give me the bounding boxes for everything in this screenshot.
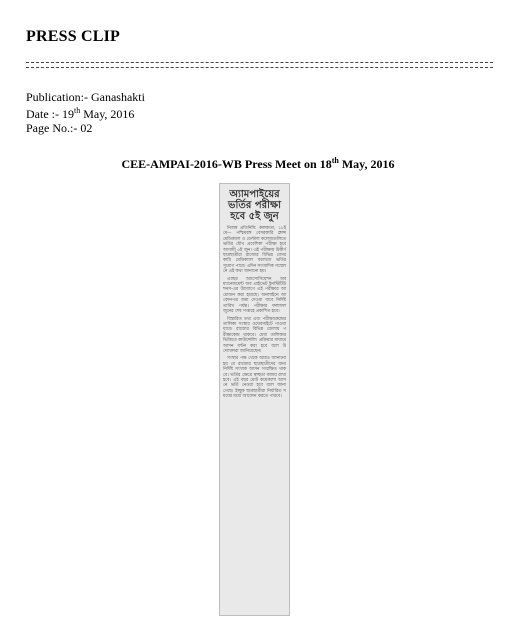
publication-line: Publication:- Ganashakti: [26, 90, 145, 104]
date-line: [26, 104, 145, 121]
caption-ordinal: th: [331, 156, 339, 165]
date-prefix: Date :- 19: [26, 107, 74, 121]
separator-rule: [26, 62, 493, 68]
clipping-paragraph: সংস্থার পক্ষ থেকে আরও জানানো হয় যে রাজ্যের ছাত্রছাত্রীদের জন্য নির্দিষ্ট সংখ্যক আসন সংরক্ষিত থাকবে। ভর্তির ক্ষেত্রে স্বচ্ছতা বজায় রাখা হবে। এই বছর মোট কয়েকশো আসনে ভর্তি নেওয়া হবে বলে জানা গেছে। ইচ্ছুক ছাত্রছাত্রীরা নির্ধারিত সময়ের মধ্যে আবেদন করতে পারবে।: [223, 356, 286, 400]
date-ordinal: th: [73, 106, 81, 115]
publication-meta: [26, 90, 145, 135]
clipping-headline: অ্যামপাইয়ের ভর্তির পরীক্ষা হবে ৫ই জুন: [228, 189, 281, 222]
page-title: PRESS CLIP: [26, 28, 121, 45]
clipping-paragraph: বিস্তারিত তথ্য এবং পরীক্ষাকেন্দ্রের তালিকা সংস্থার ওয়েবসাইটে পাওয়া যাবে। রাজ্যের বিভিন্ন জেলায় পরীক্ষাকেন্দ্র থাকবে। মেধা তালিকার ভিত্তিতে কাউন্সেলিং প্রক্রিয়ার মাধ্যমে আসন বণ্টন করা হবে বলে উদ্যোক্তারা জানিয়েছেন।: [223, 316, 286, 354]
clipping-body: [223, 226, 286, 400]
clipping-paragraph: এবছর অ্যাসোসিয়েশন অব ম্যানেজমেন্ট অব প্রাইভেট ইনস্টিটিউশনস-এর উদ্যোগে এই পরীক্ষার আয়োজন করা হয়েছে। অনলাইনে আবেদনপত্র জমা দেওয়া যাবে নির্দিষ্ট তারিখ পর্যন্ত। পরীক্ষার ফলাফল জুনের শেষ সপ্তাহে প্রকাশিত হবে।: [223, 276, 286, 315]
date-suffix: May, 2016: [80, 107, 135, 121]
caption-prefix: CEE-AMPAI-2016-WB Press Meet on 18: [121, 157, 332, 171]
caption-suffix: May, 2016: [338, 157, 395, 171]
clip-caption: [0, 156, 516, 172]
clipping-paragraph: নিজস্ব প্রতিনিধি: কলকাতা, ১৮ই মে— পশ্চিমবঙ্গ বেসরকারি ক্লান্স মেডিক্যাল ও ডেন্টাল কলেজগুলিতে ভর্তির যৌথ প্রবেশিকা পরীক্ষা হবে আগামী ৫ই জুন। এই পরীক্ষায় উত্তীর্ণ ছাত্রছাত্রীরা রাজ্যের বিভিন্ন বেসরকারি মেডিক্যাল কলেজে ভর্তির সুযোগ পাবে। এদিন সাংবাদিক সম্মেলনে এই কথা জানানো হয়।: [223, 226, 286, 275]
newspaper-clipping: [219, 183, 290, 616]
page-number-line: Page No.:- 02: [26, 121, 93, 135]
